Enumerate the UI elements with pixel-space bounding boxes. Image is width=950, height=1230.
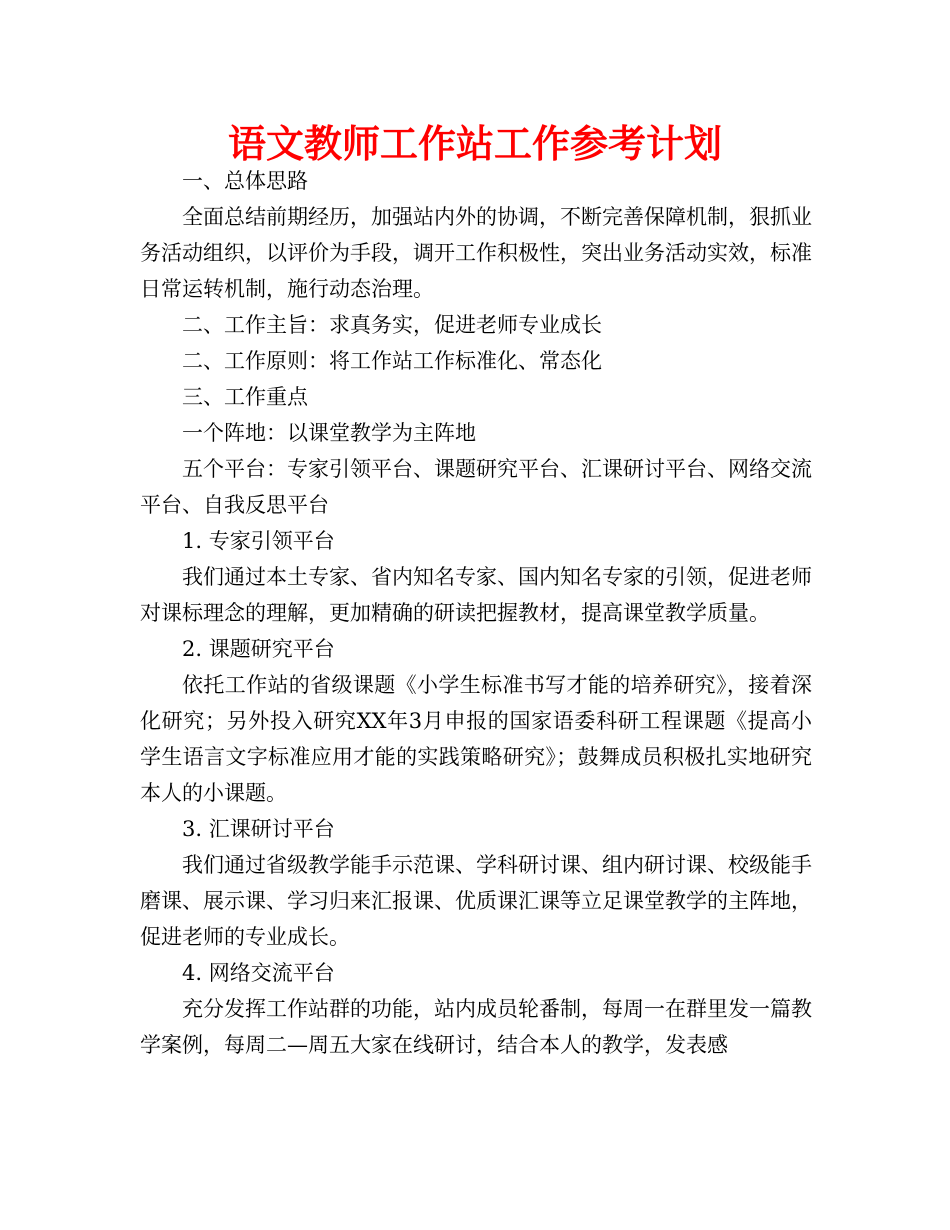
heading-work-focus: 三、工作重点 xyxy=(182,385,308,409)
paragraph-expert-platform: 我们通过本土专家、省内知名专家、国内知名专家的引领，促进老师对课标理念的理解，更加精确的研读把握教材，提高课堂教学质量。 xyxy=(140,565,812,625)
paragraph-network-platform: 充分发挥工作站群的功能，站内成员轮番制，每周一在群里发一篇教学案例，每周二—周五大家在线研讨，结合本人的教学，发表感 xyxy=(140,997,812,1057)
heading-lesson-platform: 3. 汇课研讨平台 xyxy=(182,817,335,841)
document-title: 语文教师工作站工作参考计划 xyxy=(227,122,722,166)
heading-overall-approach: 一、总体思路 xyxy=(182,169,308,193)
heading-network-platform: 4. 网络交流平台 xyxy=(182,961,335,985)
paragraph-lesson-platform: 我们通过省级教学能手示范课、学科研讨课、组内研讨课、校级能手磨课、展示课、学习归来汇报课、优质课汇课等立足课堂教学的主阵地，促进老师的专业成长。 xyxy=(140,853,812,949)
paragraph-research-platform: 依托工作站的省级课题《小学生标准书写才能的培养研究》，接着深化研究；另外投入研究XX年3月申报的国家语委科研工程课题《提高小学生语言文字标准应用才能的实践策略研究》；鼓舞成员积极扎实地研究本人的小课题。 xyxy=(140,673,812,805)
paragraph-five-platforms: 五个平台：专家引领平台、课题研究平台、汇课研讨平台、网络交流平台、自我反思平台 xyxy=(140,457,812,517)
paragraph-overall-approach: 全面总结前期经历，加强站内外的协调，不断完善保障机制，狠抓业务活动组织，以评价为手段，调开工作积极性，突出业务活动实效，标准日常运转机制，施行动态治理。 xyxy=(140,205,812,301)
heading-expert-platform: 1. 专家引领平台 xyxy=(182,529,335,553)
heading-work-principle: 二、工作原则：将工作站工作标准化、常态化 xyxy=(182,349,602,373)
heading-work-purpose: 二、工作主旨：求真务实，促进老师专业成长 xyxy=(182,313,602,337)
heading-research-platform: 2. 课题研究平台 xyxy=(182,637,335,661)
paragraph-one-position: 一个阵地：以课堂教学为主阵地 xyxy=(182,421,476,445)
document-body xyxy=(140,163,812,1063)
